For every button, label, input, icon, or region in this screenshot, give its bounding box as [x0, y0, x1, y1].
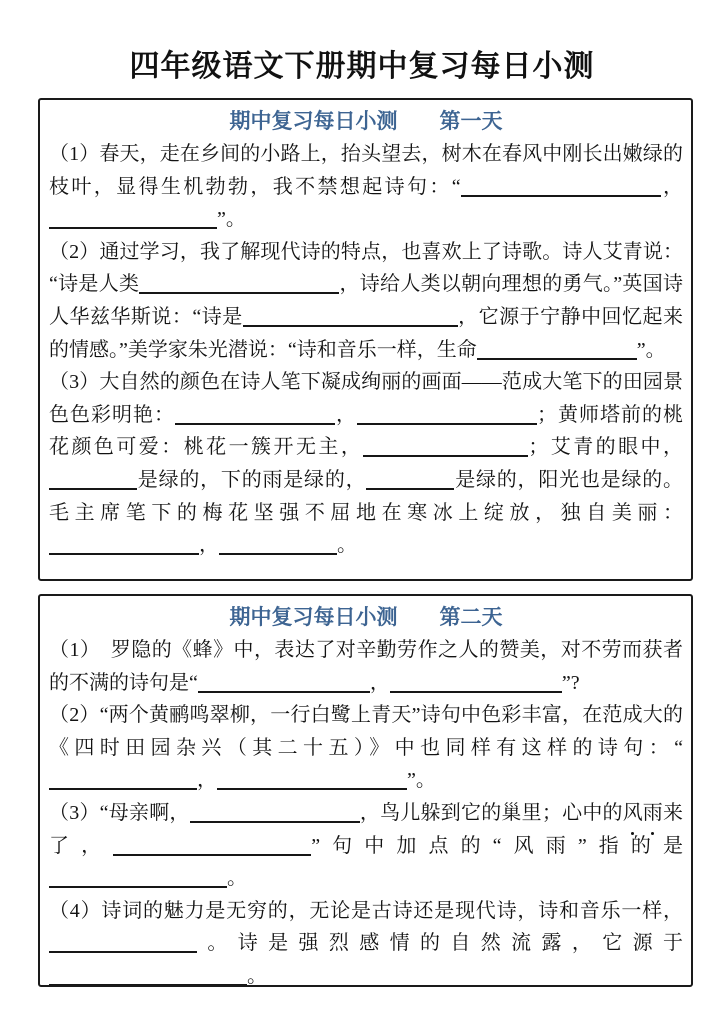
- answer-blank[interactable]: [390, 691, 562, 693]
- answer-blank[interactable]: [49, 886, 227, 888]
- answer-blank[interactable]: [49, 553, 199, 555]
- question-text: 。: [227, 867, 247, 890]
- question-text: ，鸟儿躲到它的巢里；心中的: [359, 801, 623, 824]
- question-text: ；艾青的眼中，: [528, 436, 684, 459]
- quiz-box-header: 期中复习每日小测 第二天: [229, 605, 503, 629]
- question-text: ”。: [407, 769, 436, 792]
- answer-blank[interactable]: [49, 951, 197, 953]
- emphasized-text: [623, 802, 663, 824]
- answer-blank[interactable]: [219, 553, 337, 555]
- question-text: ，: [660, 175, 683, 198]
- question-text: ”。: [217, 208, 246, 231]
- question-text: 是绿的，下的雨是绿的，: [137, 468, 367, 491]
- answer-blank[interactable]: [49, 788, 197, 790]
- answer-blank[interactable]: [49, 227, 217, 229]
- question-text: （4）诗词的魅力是无穷的，无论是古诗还是现代诗，诗和音乐一样，: [49, 899, 683, 922]
- answer-blank[interactable]: [139, 292, 339, 294]
- quiz-box: [38, 594, 693, 987]
- question-text: （3）大自然的颜色在诗人笔下凝成绚丽的画面——范成大笔下的田园景色色彩明艳：: [49, 371, 683, 426]
- question-text: ，: [197, 769, 217, 792]
- question-text: ，它源于宁静中回忆起来的情感。”美学家朱光潜说：“诗和音乐一样，生命: [49, 305, 683, 361]
- question: [49, 236, 683, 366]
- answer-blank[interactable]: [363, 455, 528, 457]
- question-text: 。: [337, 534, 357, 557]
- question: [49, 634, 683, 699]
- question-text: ，诗给人类以朝向理想的勇气。”英国诗人华兹华斯说：“诗是: [49, 273, 683, 328]
- question-text: 。诗是强烈感情的自然流露，它源于: [197, 932, 683, 955]
- answer-blank[interactable]: [217, 788, 407, 790]
- answer-blank[interactable]: [366, 488, 454, 490]
- answer-blank[interactable]: [49, 488, 137, 490]
- emphasized-char: 风: [623, 797, 643, 830]
- page-title: 四年级语文下册期中复习每日小测: [129, 50, 595, 83]
- question: [49, 366, 683, 562]
- question: [49, 797, 683, 895]
- question-text: ；黄师塔前的桃花颜色可爱：桃花一簇开无主，: [49, 403, 683, 459]
- question-text: ”?: [561, 671, 580, 694]
- quiz-box: [38, 98, 693, 581]
- question-text: ”。: [636, 338, 666, 361]
- answer-blank[interactable]: [49, 984, 247, 986]
- answer-blank[interactable]: [357, 423, 537, 425]
- emphasized-char: 雨: [643, 797, 663, 830]
- answer-blank[interactable]: [190, 821, 360, 823]
- question: [49, 895, 683, 987]
- question-text: 。: [247, 964, 267, 987]
- question-text: ”句中加点的“风雨”指的是: [311, 834, 683, 857]
- question-text: 是绿的，阳光也是绿的。毛主席笔下的梅花坚强不屈地在寒冰上绽放，独自美丽：: [49, 468, 684, 524]
- sections-container: [38, 98, 693, 987]
- question-text: ，: [199, 534, 219, 557]
- question: [49, 138, 683, 236]
- answer-blank[interactable]: [175, 423, 335, 425]
- answer-blank[interactable]: [243, 325, 458, 327]
- question-text: （1）春天，走在乡间的小路上，抬头望去，树木在春风中刚长出嫩绿的枝叶，显得生机勃勃，我不禁想起诗句：“: [49, 143, 683, 198]
- answer-blank[interactable]: [198, 691, 370, 693]
- question-text: （2）通过学习，我了解现代诗的特点，也喜欢上了诗歌。诗人艾青说：“诗是人类: [49, 240, 683, 296]
- question-text: ，: [335, 403, 357, 426]
- question-text: （1） 罗隐的《蜂》中，表达了对辛勤劳作之人的赞美，对不劳而获者的不满的诗句是“: [49, 639, 683, 694]
- question: [49, 699, 683, 797]
- question-text: 来了，: [49, 801, 684, 857]
- question-text: ，: [369, 671, 390, 694]
- quiz-box-header: 期中复习每日小测 第一天: [229, 109, 503, 133]
- question-text: （2）“两个黄鹂鸣翠柳，一行白鹭上青天”诗句中色彩丰富，在范成大的《四时田园杂兴（其二十五）》中也同样有这样的诗句：“: [49, 704, 683, 759]
- answer-blank[interactable]: [477, 358, 637, 360]
- question-text: （3）“母亲啊，: [49, 801, 190, 824]
- answer-blank[interactable]: [113, 854, 311, 856]
- answer-blank[interactable]: [461, 195, 661, 197]
